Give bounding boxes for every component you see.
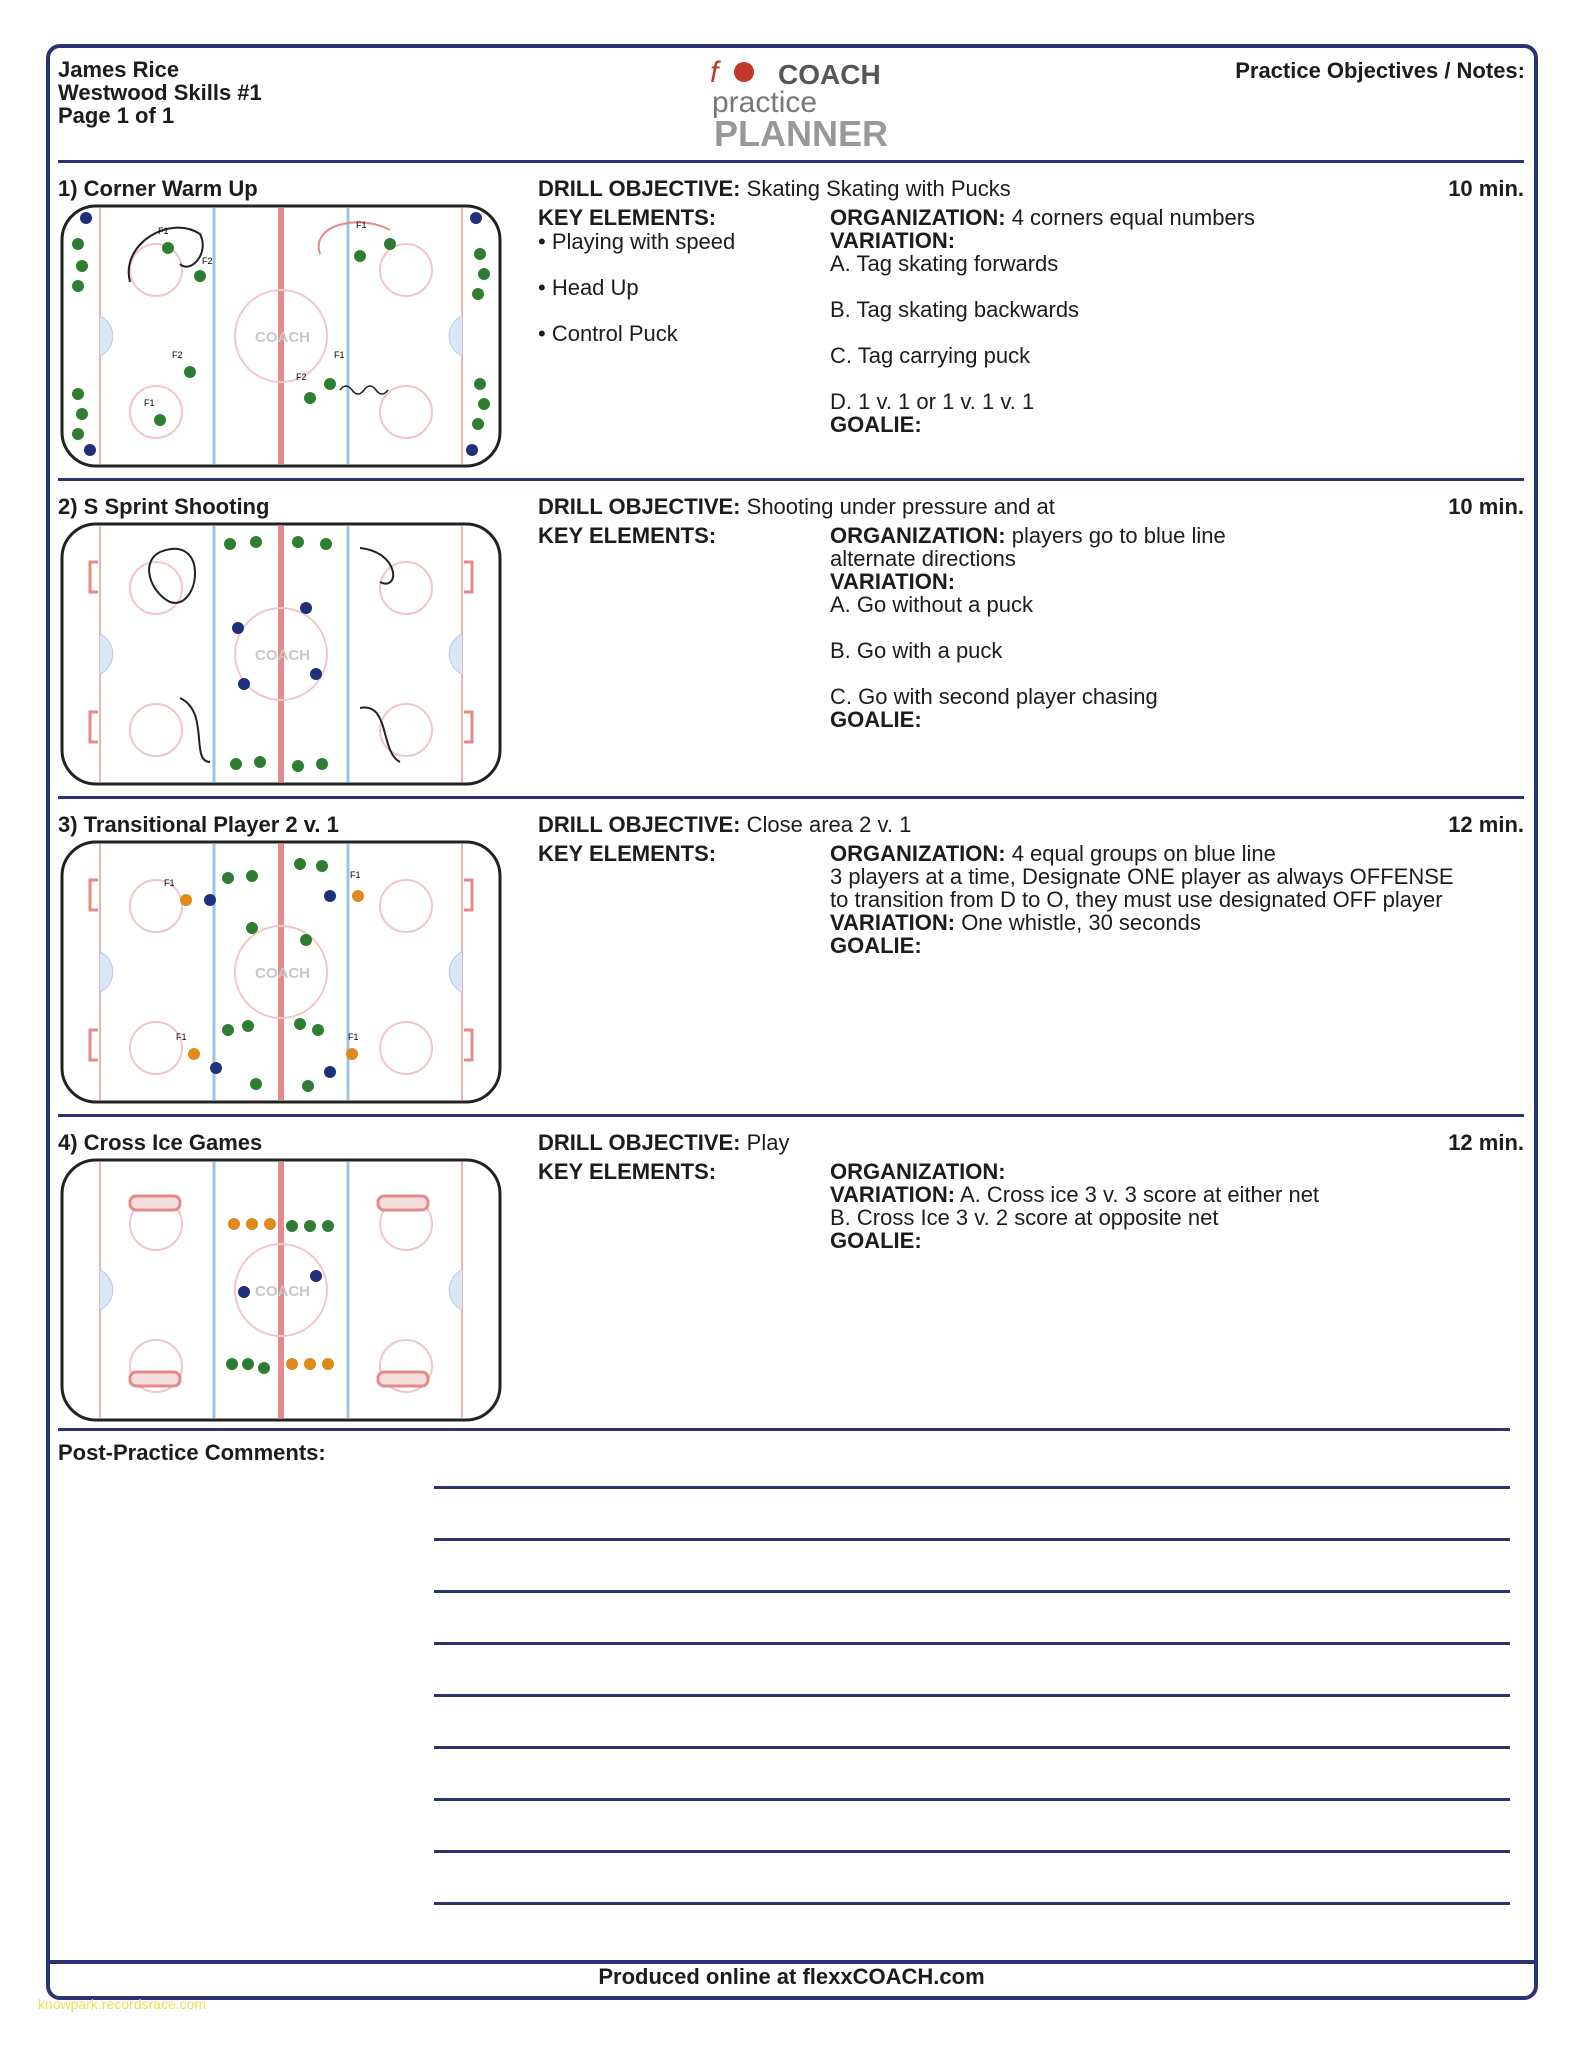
post-practice-comments-label: Post-Practice Comments: [58,1440,326,1465]
label-f2: F2 [172,350,183,360]
drill-objective: DRILL OBJECTIVE: Skating Skating with Pucks [538,176,1011,201]
label-f1: F1 [164,878,175,888]
label-f1: F1 [158,226,169,236]
label-f1: F1 [144,398,155,408]
key-elements: KEY ELEMENTS: • Playing with speed • Head Up • Control Puck [538,206,818,368]
drill-objective: DRILL OBJECTIVE: Play [538,1130,790,1155]
practice-objectives-label: Practice Objectives / Notes: [1235,58,1525,83]
drill-4-rink-diagram [60,1158,502,1422]
organization-block: ORGANIZATION: players go to blue line alternate directions VARIATION: A. Go without a puck B. Go with a puck C. Go with second player chasing GOALIE: [830,524,1524,731]
key-elements: KEY ELEMENTS: [538,523,717,548]
drill-title: 4) Cross Ice Games [58,1130,263,1155]
label-f1: F1 [176,1032,187,1042]
variation-item: A. Tag skating forwards [830,251,1059,276]
variation-item: B. Go with a puck [830,638,1003,663]
key-elements: KEY ELEMENTS: [538,841,717,866]
header-info [58,58,262,127]
organization-block: ORGANIZATION: VARIATION: A. Cross ice 3 v. 3 score at either net B. Cross Ice 3 v. 2 score at opposite net GOALIE: [830,1159,1320,1253]
logo-line1: practice [712,86,818,119]
footer-text: Produced online at flexxCOACH.com [598,1964,985,1989]
logo-brand: COACH [778,59,881,90]
section-divider [58,478,1524,481]
comment-line[interactable] [434,1902,1510,1905]
page-number: Page 1 of 1 [58,103,175,128]
label-f2: F2 [296,372,307,382]
comment-line[interactable] [434,1850,1510,1853]
key-element-item: • Playing with speed [538,229,736,254]
drill-2-rink-diagram [60,522,502,786]
drill-title: 2) S Sprint Shooting [58,494,270,519]
comment-line[interactable] [434,1798,1510,1801]
drill-title: 3) Transitional Player 2 v. 1 [58,812,339,837]
drill-2 [58,484,1524,802]
comment-line[interactable] [434,1694,1510,1697]
drill-time: 12 min. [1448,1130,1524,1155]
section-divider [58,796,1524,799]
variation-item: B. Tag skating backwards [830,297,1080,322]
key-element-item: • Head Up [538,275,639,300]
comment-line[interactable] [434,1486,1510,1489]
section-divider [58,160,1524,163]
drill-time: 10 min. [1448,494,1524,519]
variation-item: D. 1 v. 1 or 1 v. 1 v. 1 [830,389,1035,414]
section-divider [58,1114,1524,1117]
comment-line[interactable] [434,1746,1510,1749]
comment-line[interactable] [434,1538,1510,1541]
variation-item: C. Go with second player chasing [830,684,1158,709]
drill-1-rink-diagram [60,204,502,468]
label-f1: F1 [350,870,361,880]
drill-time: 12 min. [1448,812,1524,837]
label-f2: F2 [202,256,213,266]
comment-line[interactable] [434,1642,1510,1645]
organization-block: ORGANIZATION: 4 equal groups on blue line 3 players at a time, Designate ONE player as always OFFENSE to transition from D to O, they must use designated OFF player VARIATION: One whistle, 30 seconds GOALIE: [830,841,1454,958]
label-f1: F1 [356,220,367,230]
variation-item: C. Tag carrying puck [830,343,1031,368]
organization-block: ORGANIZATION: 4 corners equal numbers VARIATION: A. Tag skating forwards B. Tag skating backwards C. Tag carrying puck D. 1 v. 1 or 1 v. 1 v. 1 GOALIE: [830,206,1524,436]
drill-1 [58,166,1524,484]
section-divider [58,1428,1510,1431]
drill-3-rink-diagram [60,840,502,1104]
label-f1: F1 [334,350,345,360]
label-f1: F1 [348,1032,359,1042]
practice-planner-logo [700,54,900,154]
key-elements: KEY ELEMENTS: [538,1159,717,1184]
drill-title: 1) Corner Warm Up [58,176,258,201]
drill-time: 10 min. [1448,176,1524,201]
comment-line[interactable] [434,1590,1510,1593]
drill-objective: DRILL OBJECTIVE: Close area 2 v. 1 [538,812,912,837]
drill-4 [58,1120,1524,1438]
variation-item: A. Go without a puck [830,592,1033,617]
watermark-text: knowpark.recordsrace.com [38,1996,207,2012]
coach-name: James Rice [58,57,180,82]
practice-name: Westwood Skills #1 [58,80,262,105]
drill-objective: DRILL OBJECTIVE: Shooting under pressure and at [538,494,1055,519]
logo-line2: PLANNER [714,113,889,154]
drill-3 [58,802,1524,1120]
key-element-item: • Control Puck [538,321,678,346]
svg-text:f: f [710,56,719,89]
